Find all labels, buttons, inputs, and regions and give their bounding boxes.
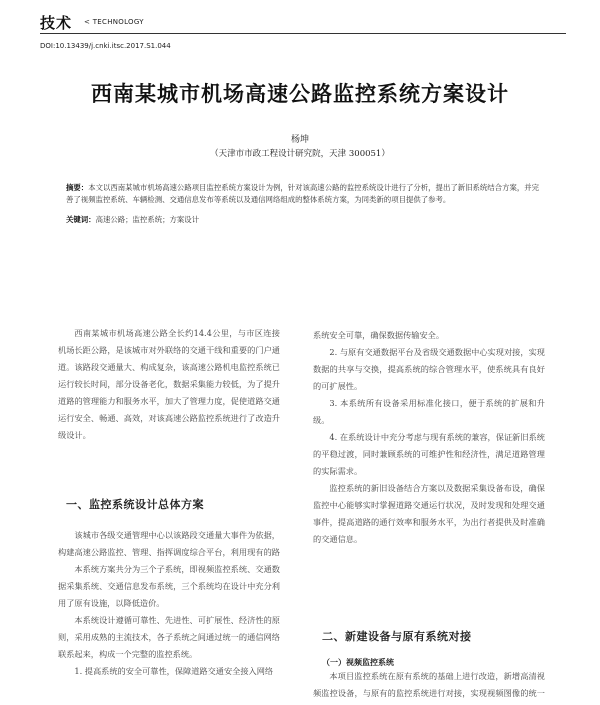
section-subtitle-text: TECHNOLOGY xyxy=(92,18,144,26)
paragraph: 该城市各级交通管理中心以该路段交通量大事件为依据，构建高速公路监控、管理、指挥调度综合平台，利用现有的路 xyxy=(58,530,280,557)
paragraph: 2. 与原有交通数据平台及省级交通数据中心实现对接，实现数据的共享与交换，提高系统的综合管理水平，使系统具有良好的可扩展性。 xyxy=(313,347,545,391)
section-heading-1: 一、监控系统设计总体方案 xyxy=(66,498,204,511)
doi: DOI:10.13439/j.cnki.itsc.2017.S1.044 xyxy=(40,42,171,50)
abstract xyxy=(66,182,546,206)
section-tag: 技术 xyxy=(40,14,73,32)
keywords-label: 关键词： xyxy=(66,215,96,224)
journal-header xyxy=(40,12,566,34)
paragraph: 本系统设计遵循可靠性、先进性、可扩展性、经济性的原则，采用成熟的主流技术，各子系统之间通过统一的通信网络联系起来，构成一个完整的监控系统。 xyxy=(58,615,280,659)
keywords-text: 高速公路；监控系统；方案设计 xyxy=(95,215,200,224)
abstract-label: 摘要： xyxy=(66,183,89,192)
header-rule xyxy=(40,33,566,34)
abstract-text: 本文以西南某城市机场高速公路项目监控系统方案设计为例，针对该高速公路的监控系统设计进行了分析，提出了新旧系统结合方案，并完善了视频监控系统、车辆检测、交通信息发布等系统以及通信网络组成的整体系统方案，为同类新的项目提供了参考。 xyxy=(66,183,540,204)
paragraph: 4. 在系统设计中充分考虑与现有系统的兼容，保证新旧系统的平稳过渡，同时兼顾系统的可维护性和经济性，满足道路管理的实际需求。 xyxy=(313,432,545,476)
paper-title: 西南某城市机场高速公路监控系统方案设计 xyxy=(91,82,509,106)
keywords xyxy=(66,214,546,225)
paragraph: 系统安全可靠，确保数据传输安全。 xyxy=(313,330,445,340)
paragraph: 西南某城市机场高速公路全长约14.4公里，与市区连接机场长距公路，是该城市对外联络的交通干线和重要的门户通道。该路段交通量大、构成复杂，该高速公路机电监控系统已运行较长时间，部分设备老化，数据采集能力较低，为了提升道路的管理能力和服务水平，加大了管理力度，促使道路交通运行安全、畅通、高效，对该高速公路监控系统进行了改造升级设计。 xyxy=(58,328,280,440)
left-column-body xyxy=(58,527,280,680)
subsection-heading: （一）视频监控系统 xyxy=(322,658,394,667)
paragraph: 监控系统的新旧设备结合方案以及数据采集设备布设，确保监控中心能够实时掌握道路交通运行状况，及时发现和处理交通事件，提高道路的通行效率和服务水平，为出行者提供及时准确的交通信息。 xyxy=(313,483,545,544)
right-column xyxy=(313,327,545,599)
paragraph: 本项目监控系统在原有系统的基础上进行改造，新增高清视频监控设备，与原有的监控系统进行对接，实现视频图像的统一 xyxy=(313,671,545,698)
affiliation: （天津市市政工程设计研究院，天津 300051） xyxy=(210,149,390,159)
paragraph: 1. 提高系统的安全可靠性，保障道路交通安全接入网络 xyxy=(74,666,274,676)
author: 杨坤 xyxy=(290,135,309,145)
paragraph: 3. 本系统所有设备采用标准化接口，便于系统的扩展和升级。 xyxy=(313,398,545,425)
section-heading-2: 二、新建设备与原有系统对接 xyxy=(322,630,472,643)
right-column-body xyxy=(313,668,545,702)
left-column xyxy=(58,325,280,461)
paragraph: 本系统方案共分为三个子系统，即视频监控系统、交通数据采集系统、交通信息发布系统，三个系统均在设计中充分利用了原有设施，以降低造价。 xyxy=(58,564,280,608)
section-subtitle: < TECHNOLOGY xyxy=(84,18,144,26)
